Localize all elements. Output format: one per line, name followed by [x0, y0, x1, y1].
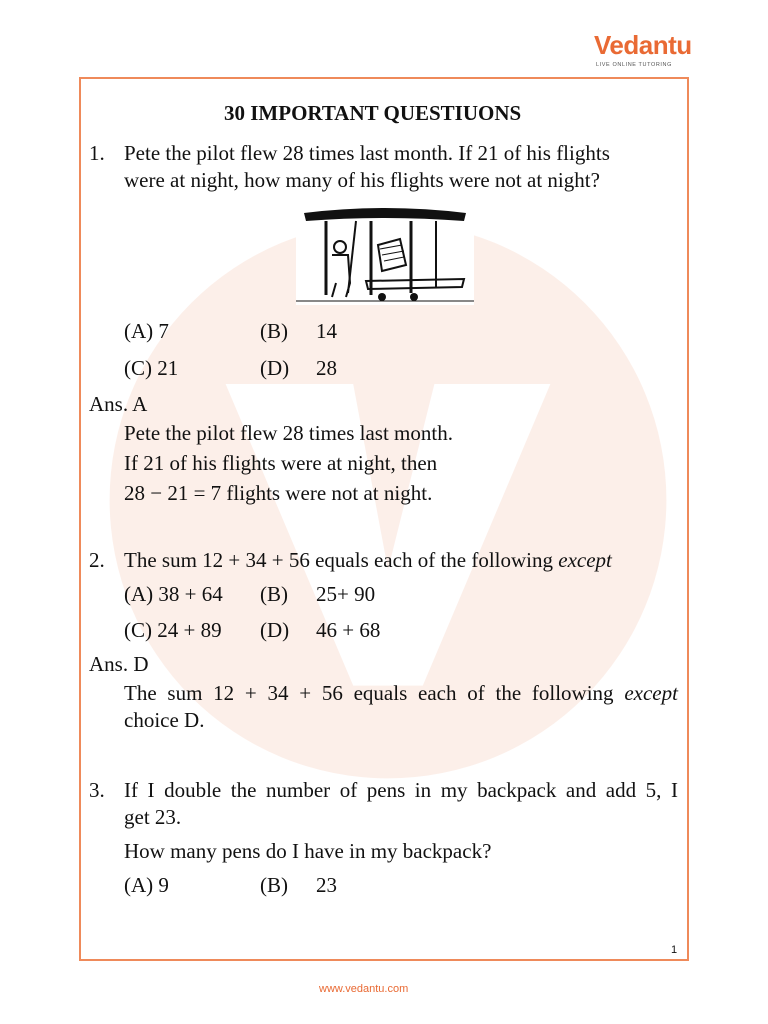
q2-except: except [558, 548, 612, 572]
q2-answer: Ans. D [89, 652, 149, 676]
q3-option-b-letter: (B) [260, 873, 288, 897]
word: 12 [213, 681, 235, 705]
word: + [299, 681, 312, 705]
airplane-illustration [296, 205, 474, 305]
q1-line2: were at night, how many of his flights were not at night? [124, 168, 600, 192]
q2-option-b-value: 25+ 90 [316, 582, 376, 606]
q1-option-d-letter: (D) [260, 356, 290, 380]
word: 34 [267, 681, 289, 705]
q2-text [124, 548, 612, 572]
word: The [124, 681, 157, 705]
word: backpack [477, 778, 557, 802]
q2-expl-except: except [624, 681, 678, 705]
page-title: 30 IMPORTANT QUESTIUONS [224, 101, 522, 125]
q1-option-b-value: 14 [316, 319, 337, 343]
word: If [124, 778, 138, 802]
word: pens [366, 778, 406, 802]
word: of [467, 681, 485, 705]
logo-tagline: LIVE ONLINE TUTORING [596, 62, 672, 68]
word: each [418, 681, 457, 705]
word: 5, [645, 778, 662, 802]
word: add [605, 778, 637, 802]
word: number [266, 778, 331, 802]
word: equals [353, 681, 408, 705]
page-number: 1 [671, 944, 678, 956]
q3-option-b-value: 23 [316, 873, 337, 897]
q2-explanation-line2: choice D. [124, 708, 205, 732]
q2-text-main: The sum 12 + 34 + 56 equals each of the following [124, 548, 554, 572]
q3-number: 3. [89, 778, 105, 802]
q2-option-d-value: 46 + 68 [316, 618, 381, 642]
q1-option-c: (C) 21 [124, 356, 179, 380]
q2-option-a: (A) 38 + 64 [124, 582, 223, 606]
word: I [670, 778, 678, 802]
q2-explanation-line1 [124, 681, 678, 705]
vedantu-logo [594, 30, 704, 72]
word: of [339, 778, 358, 802]
q3-line2: get 23. [124, 805, 182, 829]
word: + [244, 681, 257, 705]
word: sum [167, 681, 203, 705]
q1-number: 1. [89, 141, 105, 165]
word: following [531, 681, 614, 705]
word: and [565, 778, 597, 802]
q1-explanation-line: 28 − 21 = 7 flights were not at night. [124, 481, 433, 505]
word: double [164, 778, 222, 802]
q3-option-a: (A) 9 [124, 873, 169, 897]
q2-option-b-letter: (B) [260, 582, 288, 606]
q2-option-d-letter: (D) [260, 618, 290, 642]
word: I [147, 778, 155, 802]
word: the [495, 681, 522, 705]
q3-line3: How many pens do I have in my backpack? [124, 839, 492, 863]
q1-option-a: (A) 7 [124, 319, 169, 343]
word: 56 [321, 681, 343, 705]
word: my [440, 778, 468, 802]
q1-explanation-line: Pete the pilot flew 28 times last month. [124, 421, 453, 445]
q2-option-c: (C) 24 + 89 [124, 618, 222, 642]
q1-option-b-letter: (B) [260, 319, 288, 343]
q1-option-d-value: 28 [316, 356, 337, 380]
word: in [414, 778, 432, 802]
q3-line1 [124, 778, 678, 802]
footer-link[interactable]: www.vedantu.com [319, 983, 409, 995]
q1-answer: Ans. A [89, 392, 148, 416]
q1-line1: Pete the pilot flew 28 times last month. If 21 of his flights [124, 141, 610, 165]
logo-wordmark: Vedantu [594, 30, 692, 60]
q2-number: 2. [89, 548, 105, 572]
q1-explanation-line: If 21 of his flights were at night, then [124, 451, 438, 475]
word: the [230, 778, 257, 802]
